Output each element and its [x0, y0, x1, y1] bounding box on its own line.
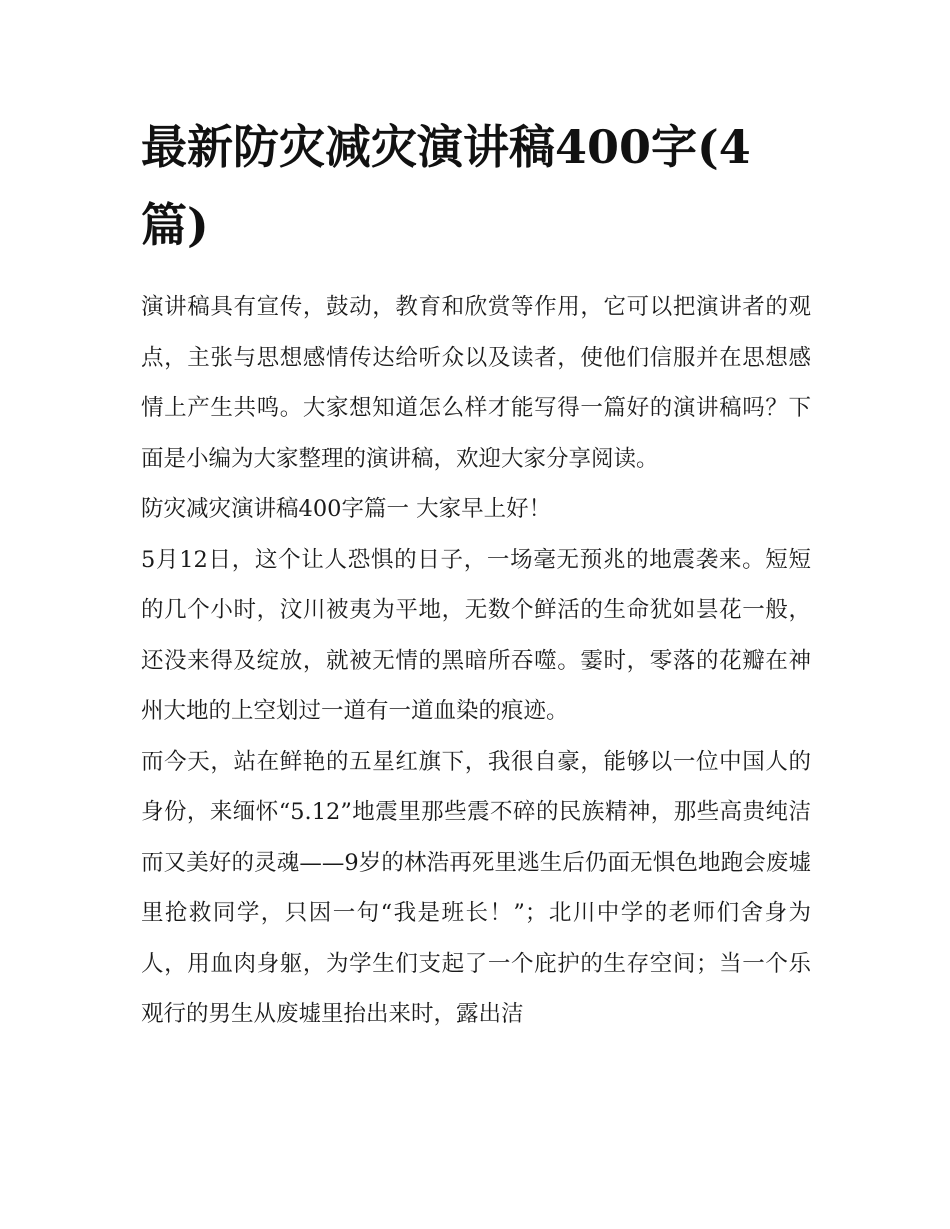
body-paragraph: 而今天，站在鲜艳的五星红旗下，我很自豪，能够以一位中国人的身份，来缅怀“5.12”地震里那些震不碎的民族精神，那些高贵纯洁而又美好的灵魂——9岁的林浩再死里逃生后仍面无惧色地跑会废墟里抢救同学，只因一句“我是班长！”；北川中学的老师们舍身为人，用血肉身躯，为学生们支起了一个庇护的生存空间；当一个乐观行的男生从废墟里抬出来时，露出洁 — [141, 748, 811, 1027]
intro-paragraph: 演讲稿具有宣传，鼓动，教育和欣赏等作用，它可以把演讲者的观点，主张与思想感情传达给听众以及读者，使他们信服并在思想感情上产生共鸣。大家想知道怎么样才能写得一篇好的演讲稿吗？下面是小编为大家整理的演讲稿，欢迎大家分享阅读。 — [141, 294, 811, 472]
section-heading-paragraph: 防灾减灾演讲稿400字篇一 大家早上好！ — [141, 496, 552, 522]
body-paragraph: 5月12日，这个让人恐惧的日子，一场毫无预兆的地震袭来。短短的几个小时，汶川被夷为平地，无数个鲜活的生命犹如昙花一般，还没来得及绽放，就被无情的黑暗所吞噬。霎时，零落的花瓣在神州大地的上空划过一道有一道血染的痕迹。 — [141, 546, 811, 724]
document-content — [141, 108, 811, 1040]
document-title: 最新防灾减灾演讲稿400字(4篇) — [141, 120, 751, 252]
